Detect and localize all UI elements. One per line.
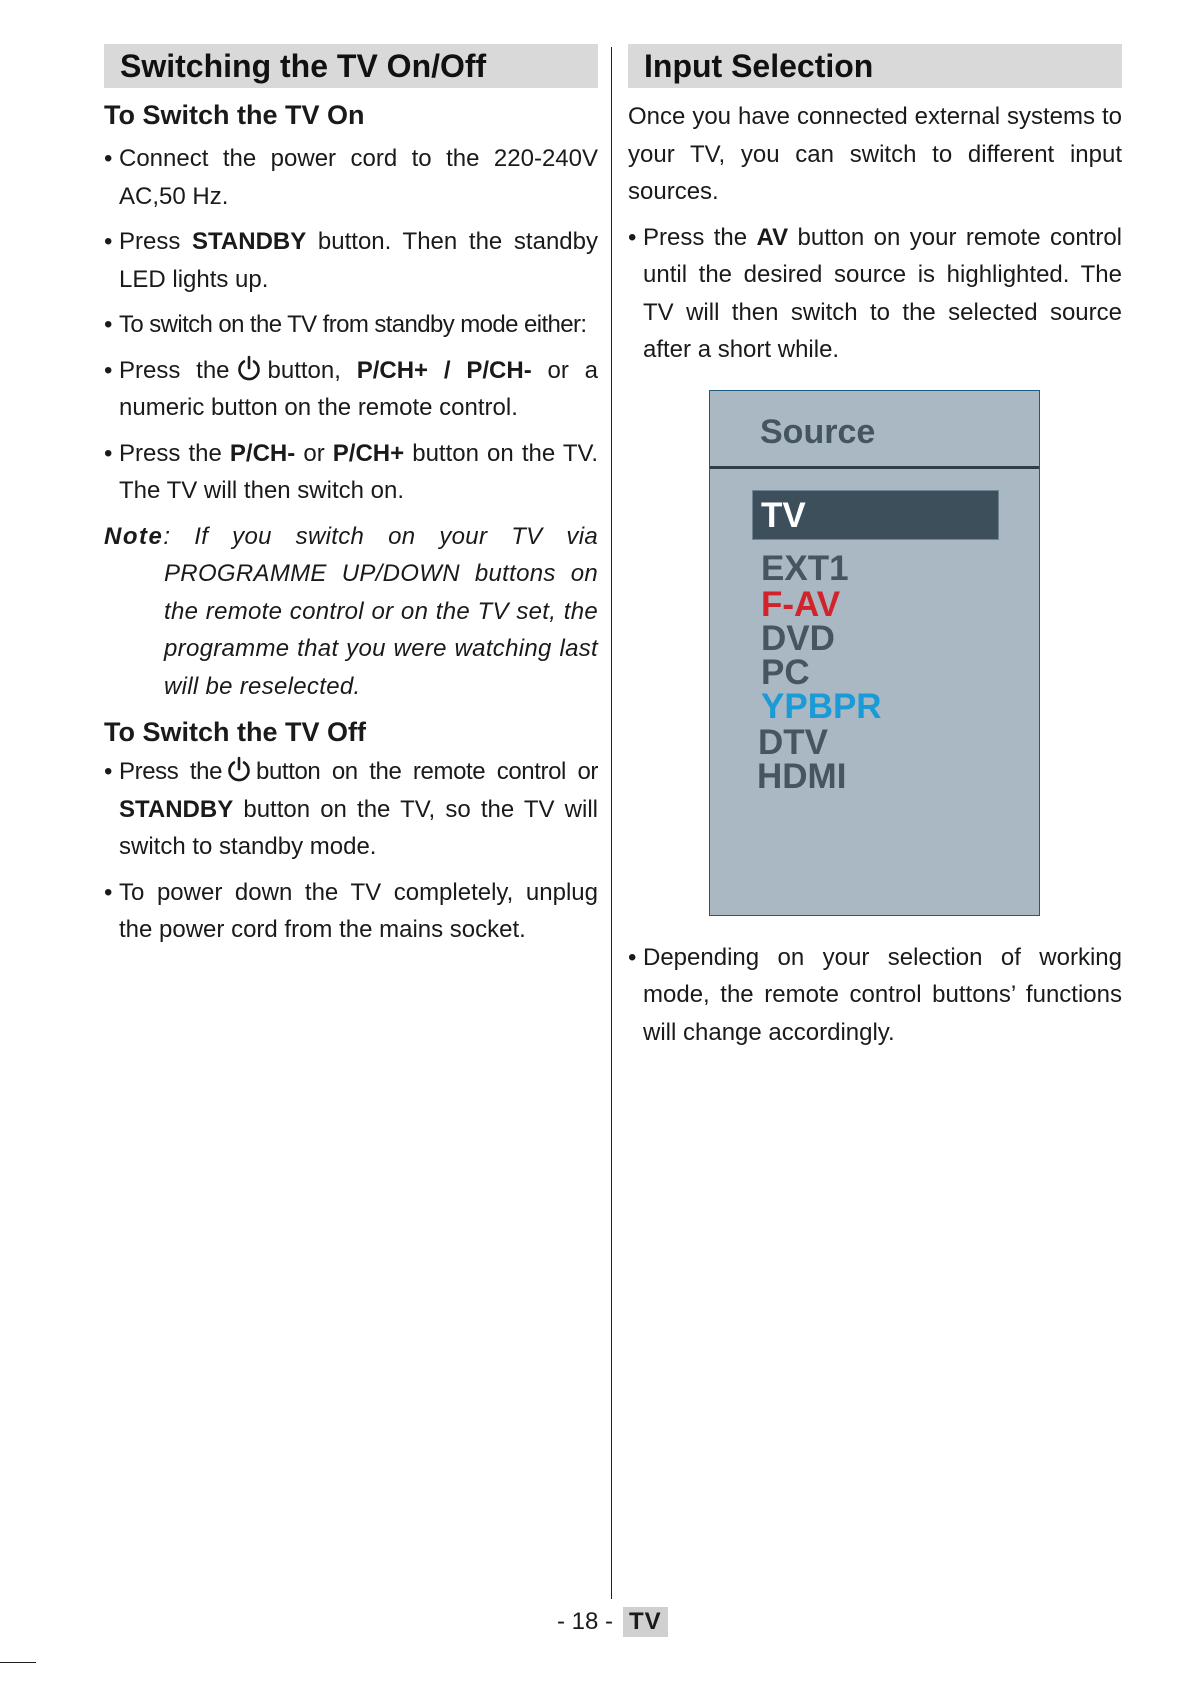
source-item-pc[interactable]: PC [761,653,810,692]
source-menu [709,390,1040,916]
standby-keyword: STANDBY [119,795,234,823]
power-icon [236,355,262,383]
subheading-switch-off: To Switch the TV Off [104,717,366,747]
list-item: • Press the P/CH- or P/CH+ button on the TV. The TV will then switch on. [104,435,598,510]
note-label: Note [104,522,164,550]
source-item-tv[interactable]: TV [752,490,999,540]
pch-plus-keyword: P/CH+ [332,439,405,467]
list-item: • Press the button on the remote control or STANDBY button on the TV, so the TV will switch to standby mode. [104,753,598,866]
power-icon [226,756,252,784]
bullet: • [104,145,113,172]
source-item-dtv[interactable]: DTV [758,723,828,762]
list-item: • Connect the power cord to the 220-240V AC,50 Hz. [104,140,598,215]
bullet: • [104,356,113,384]
source-item-dvd[interactable]: DVD [761,619,835,658]
list-item: • Press the button, P/CH+ / P/CH- or a numeric button on the remote control. [104,352,598,427]
column-divider [611,47,612,1599]
source-item-ext1[interactable]: EXT1 [761,549,849,588]
intro-paragraph: Once you have connected external systems to your TV, you can switch to different input sources. [628,103,1122,205]
bullet: • [104,758,113,785]
av-keyword: AV [756,223,789,251]
pch-minus-keyword: P/CH- [229,439,296,467]
section-header-input: Input Selection [628,44,1122,88]
bullet: • [104,228,113,255]
bullet: • [628,943,637,971]
bullet: • [104,311,112,338]
bullet: • [628,223,637,251]
note-block: Note: If you switch on your TV via PROGRAMME UP/DOWN buttons on the remote control or on the TV set, the programme that you were watching last will be reselected. [104,518,598,706]
note-text: PROGRAMME UP/DOWN buttons on the remote control or on the TV set, the programme that you were watching last will be reselected. [164,560,598,700]
list-item: • Press STANDBY button. Then the standby LED lights up. [104,223,598,298]
pch-keyword: P/CH+ / P/CH- [356,356,532,384]
page-number: - 18 - [557,1608,614,1635]
subheading-switch-on: To Switch the TV On [104,100,365,130]
list-item: • To power down the TV completely, unplug the power cord from the mains socket. [104,874,598,949]
standby-keyword: STANDBY [192,228,307,255]
footer-rule [0,1662,36,1663]
left-column [104,44,598,949]
source-item-ypbpr[interactable]: YPBPR [761,687,882,726]
source-item-hdmi[interactable]: HDMI [757,757,847,796]
list-item: • To switch on the TV from standby mode either: [104,306,598,344]
list-item: • Press the AV button on your remote control until the desired source is highlighted. The TV will then switch to the selected source after a short while. [628,219,1122,369]
section-header-switching: Switching the TV On/Off [104,44,598,88]
bullet: • [104,439,113,467]
list-item: • Depending on your selection of working mode, the remote control buttons’ functions will change accordingly. [628,939,1122,1052]
source-item-fav[interactable]: F-AV [761,585,841,624]
source-menu-title: Source [710,391,1039,469]
section-tag: TV [623,1607,668,1637]
bullet: • [104,878,113,906]
